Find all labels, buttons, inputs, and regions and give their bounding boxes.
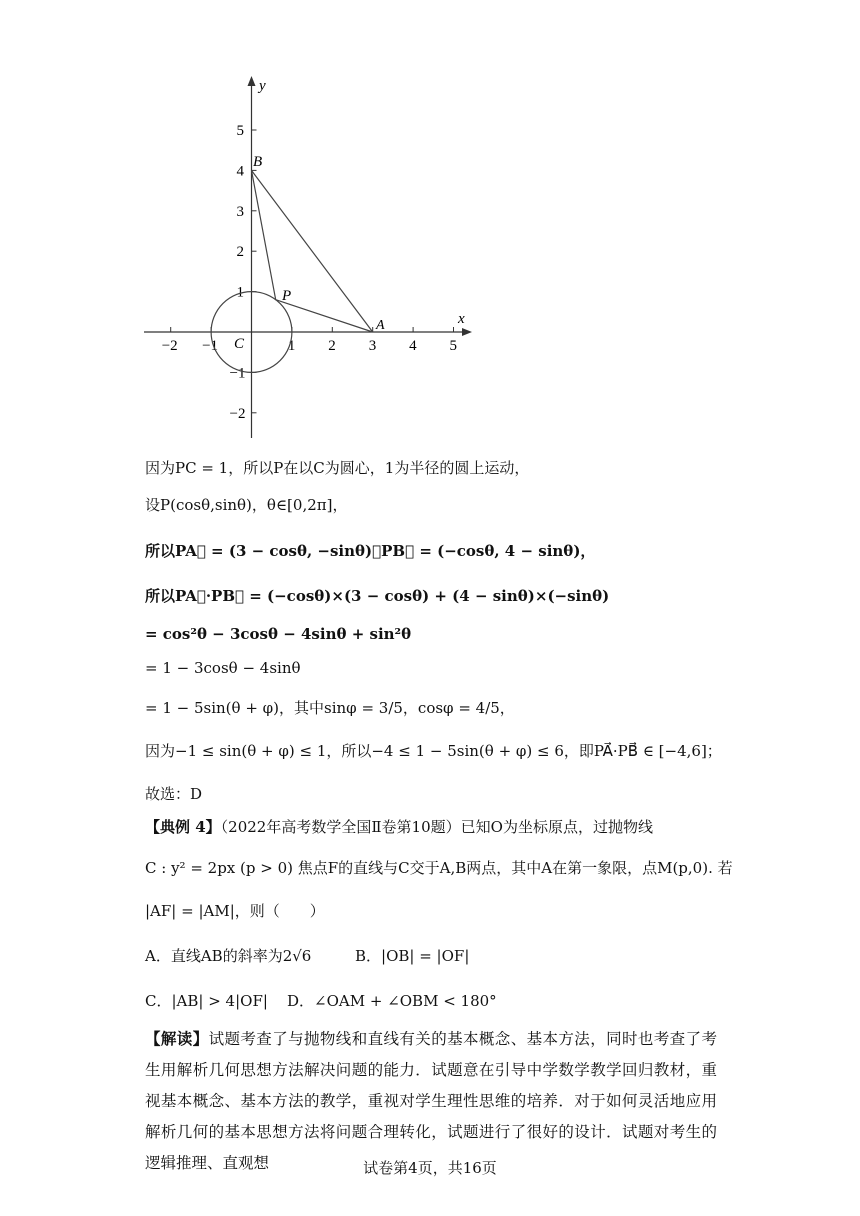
option-c: C．|AB| > 4|OF| [145,992,268,1010]
y-tick-label: 5 [236,123,244,139]
segment-BA [252,170,373,332]
y-tick-label: 3 [236,203,244,220]
solution-line-2: 设P(cosθ,sinθ)，θ∈[0,2π]， [145,496,348,514]
analysis-text: 试题考查了与抛物线和直线有关的基本概念、基本方法，同时也考查了考生用解析几何思想方法解决问题的能力．试题意在引导中学数学教学回归教材，重视基本概念、基本方法的教学，重视对学生理性思维的培养．对于如何灵活地应用解析几何的基本思想方法将问题合理转化，试题进行了很好的设计．试题对考生的逻辑推理、直观想 [145,1030,717,1172]
page-footer: 试卷第4页，共16页 [363,1159,497,1177]
label-C: C [234,336,245,352]
x-tick-label: −1 [202,338,219,354]
x-tick-label: 1 [287,338,296,354]
figure-svg [140,70,480,450]
x-tick-label: 2 [328,338,336,354]
solution-line-3: 所以PA⃗ = (3 − cosθ, −sinθ)，PB⃗ = (−cosθ, 4 − sinθ)， [145,542,596,560]
coordinate-figure [140,70,480,454]
solution-line-8: 因为−1 ≤ sin(θ + φ) ≤ 1，所以−4 ≤ 1 − 5sin(θ + φ) ≤ 6，即PA⃗·PB⃗ ∈ [−4,6]； [145,742,722,760]
option-d: D．∠OAM + ∠OBM < 180° [287,992,497,1010]
y-tick-label: −1 [229,365,246,382]
y-tick-label: −2 [229,405,246,422]
y-tick-label: 1 [236,284,244,301]
x-tick-label: 3 [368,338,377,354]
x-tick-label: 4 [409,338,417,354]
solution-line-1: 因为PC = 1，所以P在以C为圆心，1为半径的圆上运动， [145,459,530,477]
label-B: B [253,154,263,170]
x-ticks [162,327,457,354]
example-stem-3: |AF| = |AM|，则（ ） [145,902,325,920]
solution-line-5: = cos²θ − 3cosθ − 4sinθ + sin²θ [145,625,412,643]
label-P: P [282,288,292,304]
y-axis-arrow [248,76,256,86]
label-A: A [376,318,385,333]
example-tag: 【典例 4】 [145,818,221,836]
solution-line-4: 所以PA⃗·PB⃗ = (−cosθ)×(3 − cosθ) + (4 − sinθ)×(−sinθ) [145,587,610,605]
example-stem-1: 已知O为坐标原点，过抛物线 [460,818,653,836]
example-header [145,816,653,837]
example-stem-2: C : y² = 2px (p > 0) 焦点F的直线与C交于A,B两点，其中A在第一象限，点M(p,0). 若 [145,859,733,877]
x-tick-label: −2 [161,338,178,354]
option-b: B．|OB| = |OF| [355,947,470,965]
solution-line-6: = 1 − 3cosθ − 4sinθ [145,659,301,677]
example-source: （2022年高考数学全国Ⅱ卷第10题） [220,818,461,836]
analysis-tag: 【解读】 [145,1029,209,1048]
x-tick-label: 5 [449,338,457,354]
x-axis-arrow [462,328,472,336]
y-tick-label: 2 [236,244,244,261]
answer-line: 故选：D [145,785,203,803]
y-tick-label: 4 [236,163,244,180]
solution-line-7: = 1 − 5sin(θ + φ)，其中sinφ = 3/5，cosφ = 4/5， [145,699,515,717]
x-axis-label: x [458,311,465,327]
analysis-paragraph [145,1023,717,1179]
y-axis-label: y [259,78,266,94]
option-a: A．直线AB的斜率为2√6 [145,947,312,965]
